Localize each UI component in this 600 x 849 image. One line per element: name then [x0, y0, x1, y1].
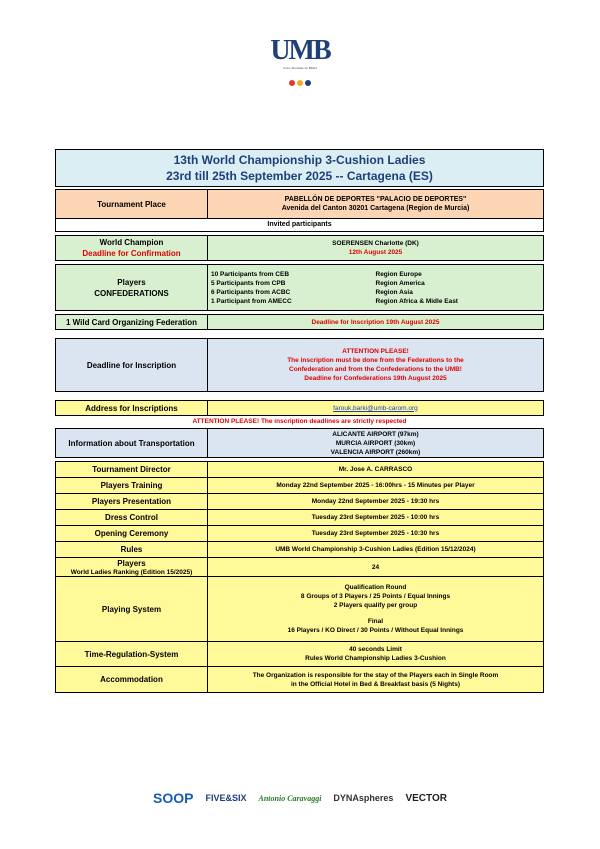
opening-label: Opening Ceremony	[56, 526, 208, 541]
system-qualification-format: 8 Groups of 3 Players / 25 Points / Equal Innings	[300, 593, 451, 600]
confederations-block	[55, 264, 544, 311]
invited-participants: Invited participants	[267, 221, 332, 228]
logo-dot-blue	[305, 80, 311, 86]
title-line-2: 23rd till 25th September 2025 -- Cartagena (ES)	[166, 169, 433, 183]
system-final-format: 16 Players / KO Direct / 30 Points / Without Equal Innings	[287, 627, 464, 634]
timereg-label: Time-Regulation-System	[56, 642, 208, 666]
sponsor-vector-logo: VECTOR	[405, 792, 447, 804]
training-value: Monday 22nd September 2025 - 16:00hrs - 15 Minutes per Player	[208, 478, 543, 493]
sponsor-dynaspheres-logo: DYNAspheres	[333, 793, 394, 803]
sponsor-caravaggi-logo: Antonio Caravaggi	[258, 793, 322, 803]
place-block	[55, 189, 544, 232]
confederations-label-1: Players	[117, 277, 146, 287]
champion-name: SOERENSEN Charlotte (DK)	[332, 240, 419, 247]
inscription-line-3: Deadline for Confederations 19th August 2025	[304, 375, 447, 382]
conf-region: Region Asia	[375, 288, 413, 296]
champion-label: World Champion	[99, 238, 164, 247]
players-label: Players	[117, 559, 146, 568]
presentation-value: Monday 22nd September 2025 - 19:30 hrs	[208, 494, 543, 509]
inscription-attention: ATTENTION PLEASE!	[342, 348, 409, 355]
inscription-email-link[interactable]: farouk.barki@umb-carom.org	[333, 404, 418, 412]
opening-value: Tuesday 23rd September 2025 - 10:30 hrs	[208, 526, 543, 541]
transport-block	[55, 428, 544, 458]
champion-deadline: 12th August 2025	[348, 249, 403, 256]
wildcard-deadline: Deadline for Inscription 19th August 2025	[208, 315, 543, 329]
sponsor-soop-logo: SOOP	[153, 790, 194, 806]
confederations-label-2: CONFEDERATIONS	[94, 288, 169, 298]
logo-dots	[270, 73, 330, 81]
conf-participants: 1 Participant from AMECC	[211, 297, 292, 305]
place-label: Tournament Place	[56, 190, 208, 218]
championship-sheet	[55, 149, 544, 696]
sponsor-bar	[0, 786, 600, 810]
rules-label: Rules	[56, 542, 208, 557]
system-qualification-rule: 2 Players qualify per group	[333, 602, 418, 609]
schedule-block	[55, 461, 544, 693]
system-label: Playing System	[56, 577, 208, 641]
inscription-block	[55, 338, 544, 392]
inscription-line-2: Confederation and from the Confederations to the UMB!	[289, 366, 462, 373]
logo-dot-yellow	[297, 80, 303, 86]
system-qualification-title: Qualification Round	[344, 584, 407, 591]
conf-region: Region Africa & Midle East	[375, 297, 458, 305]
deadline-notice: ATTENTION PLEASE! The inscription deadlines are strictly respected	[192, 418, 407, 425]
accommodation-line-1: The Organization is responsible for the stay of the Players each in Single Room	[252, 671, 499, 679]
inscription-line-1: The inscription must be done from the Federations to the	[287, 357, 464, 364]
confederations-list	[208, 270, 543, 306]
dress-label: Dress Control	[56, 510, 208, 525]
presentation-label: Players Presentation	[56, 494, 208, 509]
accommodation-label: Accommodation	[56, 667, 208, 692]
umb-logo	[270, 36, 330, 90]
system-final-title: Final	[367, 618, 384, 625]
transport-label: Information about Transportation	[56, 429, 208, 457]
conf-participants: 5 Participants from CPB	[211, 279, 286, 287]
logo-dot-red	[289, 80, 295, 86]
conf-region: Region America	[375, 279, 425, 287]
champion-block	[55, 235, 544, 261]
address-label: Address for Inscriptions	[56, 401, 208, 415]
accommodation-line-2: in the Official Hotel in Bed & Breakfast basis (5 Nights)	[290, 680, 461, 688]
conf-participants: 6 Participants from ACBC	[211, 288, 291, 296]
director-value: Mr. Jose A. CARRASCO	[208, 462, 543, 477]
place-line-2: Avenida del Canton 30201 Cartagena (Region de Murcia)	[281, 205, 470, 212]
conf-participants: 10 Participants from CEB	[211, 270, 290, 278]
conf-region: Region Europe	[375, 270, 422, 278]
transport-line-2: MURCIA AIRPORT (30km)	[335, 439, 416, 447]
title-line-1: 13th World Championship 3-Cushion Ladies	[173, 153, 426, 167]
logo-tagline: Union Mondiale de Billard	[282, 66, 318, 70]
director-label: Tournament Director	[56, 462, 208, 477]
training-label: Players Training	[56, 478, 208, 493]
transport-line-3: VALENCIA AIRPORT (260km)	[330, 448, 421, 456]
players-sublabel: World Ladies Ranking (Edition 15/2025)	[70, 569, 193, 576]
sponsor-fivesix-logo: FIVE&SIX	[205, 793, 247, 803]
timereg-line-1: 40 seconds Limit	[349, 646, 402, 653]
address-block	[55, 400, 544, 416]
inscription-label: Deadline for Inscription	[56, 339, 208, 391]
timereg-line-2: Rules World Championship Ladies 3-Cushion	[305, 655, 446, 662]
champion-deadline-label: Deadline for Confirmation	[82, 249, 181, 258]
wildcard-label: 1 Wild Card Organizing Federation	[56, 315, 208, 329]
place-line-1: PABELLÓN DE DEPORTES "PALACIO DE DEPORTES"	[284, 196, 467, 203]
wildcard-block	[55, 314, 544, 330]
page-title	[55, 149, 544, 187]
transport-line-1: ALICANTE AIRPORT (97km)	[332, 430, 419, 438]
logo-mark: UMB	[270, 35, 330, 66]
dress-value: Tuesday 23rd September 2025 - 10:00 hrs	[208, 510, 543, 525]
players-value: 24	[208, 558, 543, 576]
rules-value: UMB World Championship 3-Cushion Ladies (Edition 15/12/2024)	[208, 542, 543, 557]
